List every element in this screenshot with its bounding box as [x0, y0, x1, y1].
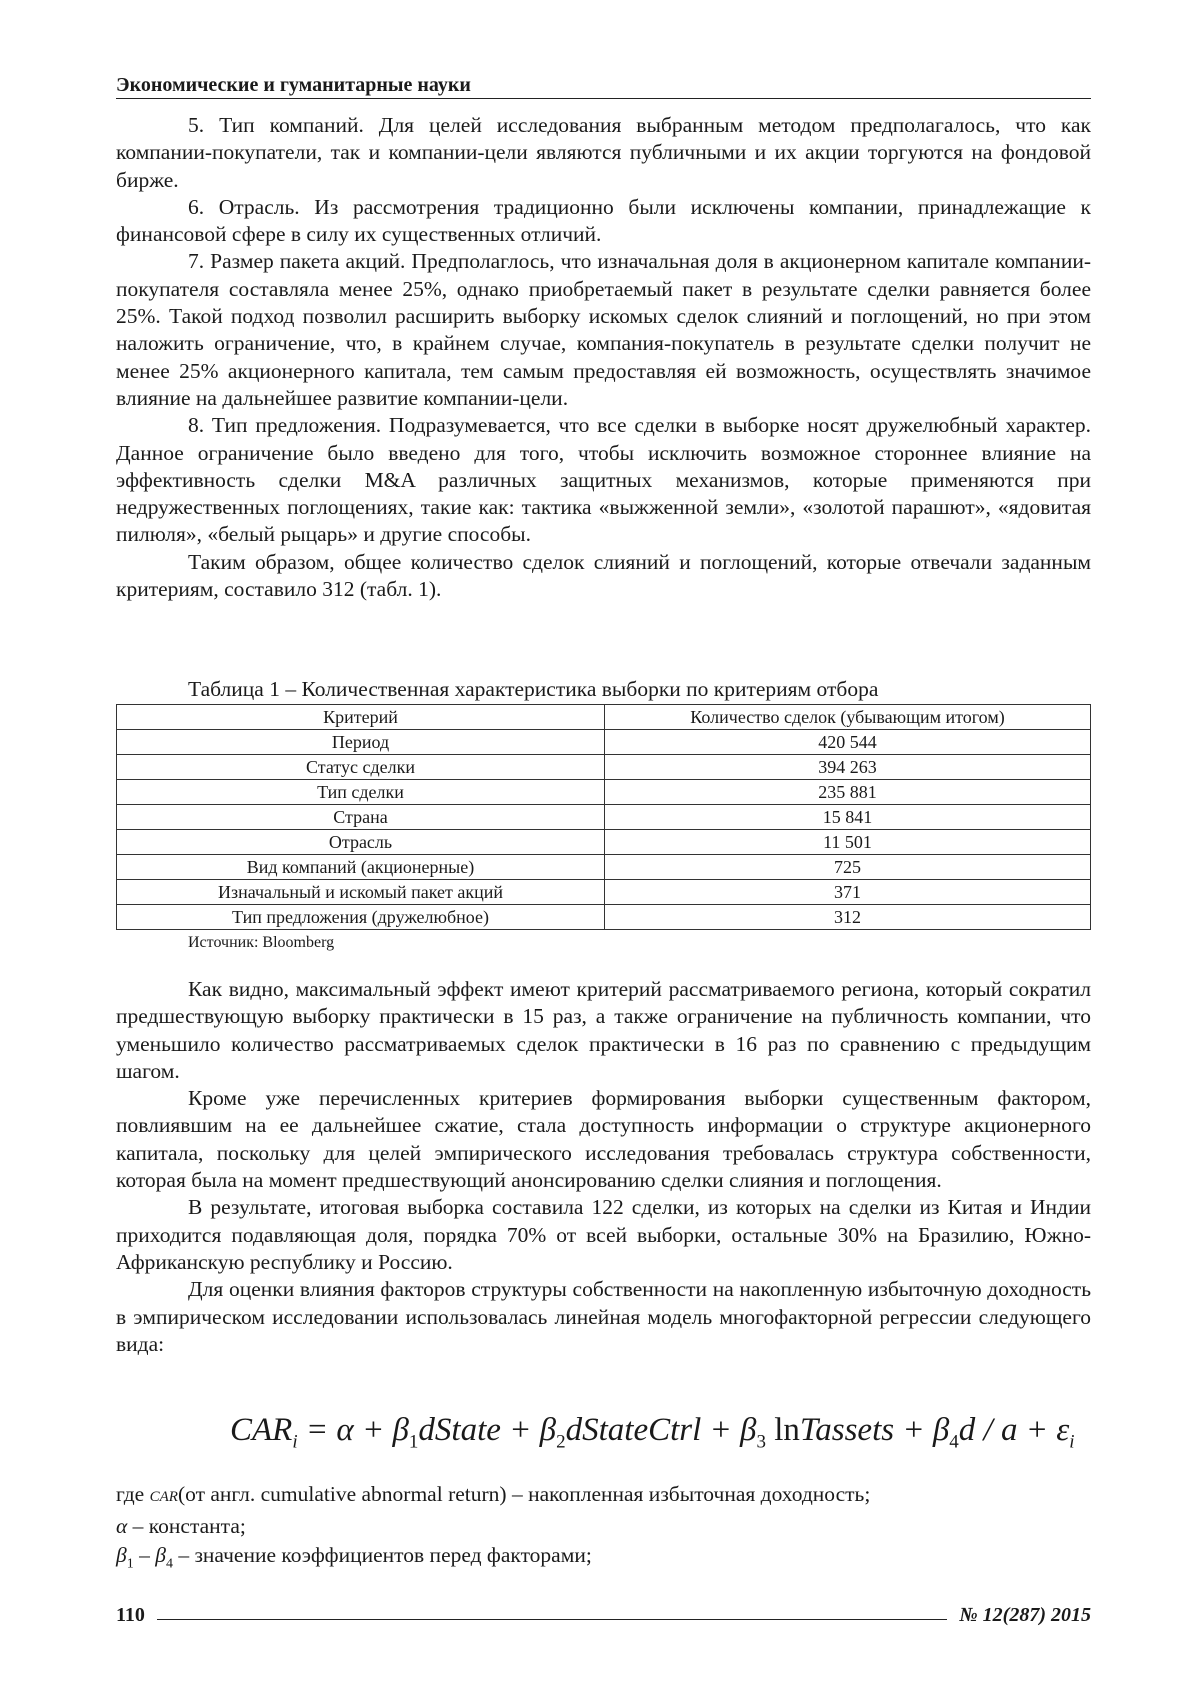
table-row — [117, 730, 1091, 755]
page-footer — [116, 1604, 1091, 1627]
body-text-bottom — [116, 976, 1091, 1358]
definition-car: где CAR(от англ. cumulative abnormal return) – накопленная избыточная доходность; — [116, 1480, 1091, 1512]
table-caption: Таблица 1 – Количественная характеристика выборки по критериям отбора — [116, 676, 1091, 702]
criterion-cell: Изначальный и искомый пакет акций — [117, 880, 605, 905]
criterion-cell: Период — [117, 730, 605, 755]
table-source: Источник: Bloomberg — [188, 934, 334, 952]
page-number: 110 — [116, 1604, 145, 1627]
deal-count-cell: 371 — [605, 880, 1091, 905]
footer-rule — [157, 1619, 947, 1620]
body-text-top — [116, 112, 1091, 603]
deal-count-cell: 394 263 — [605, 755, 1091, 780]
paragraph: 8. Тип предложения. Подразумевается, что все сделки в выборке носят дружелюбный характер. Данное ограничение было введено для того, чтобы исключить возможное стороннее влияние на эффективность сделки M&A различных защитных механизмов, которые применяются при недружественных поглощениях, такие как: тактика «выжженной земли», «золотой парашют», «ядовитая пилюля», «белый рыцарь» и другие способы. — [116, 412, 1091, 548]
criterion-cell: Тип предложения (дружелюбное) — [117, 905, 605, 930]
deal-count-cell: 11 501 — [605, 830, 1091, 855]
formula-definitions — [116, 1480, 1091, 1578]
deal-count-cell: 15 841 — [605, 805, 1091, 830]
paragraph: Таким образом, общее количество сделок слияний и поглощений, которые отвечали заданным критериям, составило 312 (табл. 1). — [116, 549, 1091, 604]
deal-count-cell: 420 544 — [605, 730, 1091, 755]
column-header: Критерий — [117, 705, 605, 730]
paragraph: 5. Тип компаний. Для целей исследования выбранным методом предполагалось, что как компании-покупатели, так и компании-цели являются публичными и их акции торгуются на фондовой бирже. — [116, 112, 1091, 194]
table-row — [117, 830, 1091, 855]
issue-number: № 12(287) 2015 — [959, 1604, 1091, 1627]
running-header: Экономические и гуманитарные науки — [116, 72, 1091, 99]
criterion-cell: Тип сделки — [117, 780, 605, 805]
criteria-table — [116, 704, 1091, 930]
paragraph: 7. Размер пакета акций. Предполаглось, что изначальная доля в акционерном капитале компании-покупателя составляла менее 25%, однако приобретаемый пакет в результате сделки равняется более 25%. Такой подход позволил расширить выборку искомых сделок слияний и поглощений, но при этом наложить ограничение, что, в крайнем случае, компания-покупатель в результате сделки получит не менее 25% акционерного капитала, тем самым предоставляя ей возможность, осуществлять значимое влияние на дальнейшее развитие компании-цели. — [116, 248, 1091, 412]
table-row — [117, 855, 1091, 880]
paragraph: В результате, итоговая выборка составила 122 сделки, из которых на сделки из Китая и Индии приходится подавляющая доля, порядка 70% от всей выборки, остальные 30% на Бразилию, Южно-Африканскую республику и Россию. — [116, 1194, 1091, 1276]
paragraph: Для оценки влияния факторов структуры собственности на накопленную избыточную доходность в эмпирическом исследовании использовалась линейная модель многофакторной регрессии следующего вида: — [116, 1276, 1091, 1358]
table-row — [117, 780, 1091, 805]
column-header: Количество сделок (убывающим итогом) — [605, 705, 1091, 730]
deal-count-cell: 235 881 — [605, 780, 1091, 805]
table-row — [117, 880, 1091, 905]
definition-beta: β1 – β4 – значение коэффициентов перед факторами; — [116, 1541, 1091, 1578]
definition-alpha: α – константа; — [116, 1512, 1091, 1541]
table-header-row — [117, 705, 1091, 730]
criterion-cell: Статус сделки — [117, 755, 605, 780]
paragraph: Кроме уже перечисленных критериев формирования выборки существенным фактором, повлиявшим на ее дальнейшее сжатие, стала доступность информации о структуре акционерного капитала, поскольку для целей эмпирического исследования требовалась структура собственности, которая была на момент предшествующий анонсированию сделки слияния и поглощения. — [116, 1085, 1091, 1194]
table-row — [117, 755, 1091, 780]
paragraph: 6. Отрасль. Из рассмотрения традиционно были исключены компании, принадлежащие к финансовой сфере в силу их существенных отличий. — [116, 194, 1091, 249]
deal-count-cell: 312 — [605, 905, 1091, 930]
criterion-cell: Отрасль — [117, 830, 605, 855]
criterion-cell: Страна — [117, 805, 605, 830]
table-row — [117, 805, 1091, 830]
regression-formula: CARi = α + β1dState + β2dStateCtrl + β3 lnTassets + β4d / a + εi — [230, 1412, 1075, 1454]
criterion-cell: Вид компаний (акционерные) — [117, 855, 605, 880]
paragraph: Как видно, максимальный эффект имеют критерий рассматриваемого региона, который сократил предшествующую выборку практически в 15 раз, а также ограничение на публичность компании, что уменьшило количество рассматриваемых сделок практически в 16 раз по сравнению с предыдущим шагом. — [116, 976, 1091, 1085]
deal-count-cell: 725 — [605, 855, 1091, 880]
table-row — [117, 905, 1091, 930]
